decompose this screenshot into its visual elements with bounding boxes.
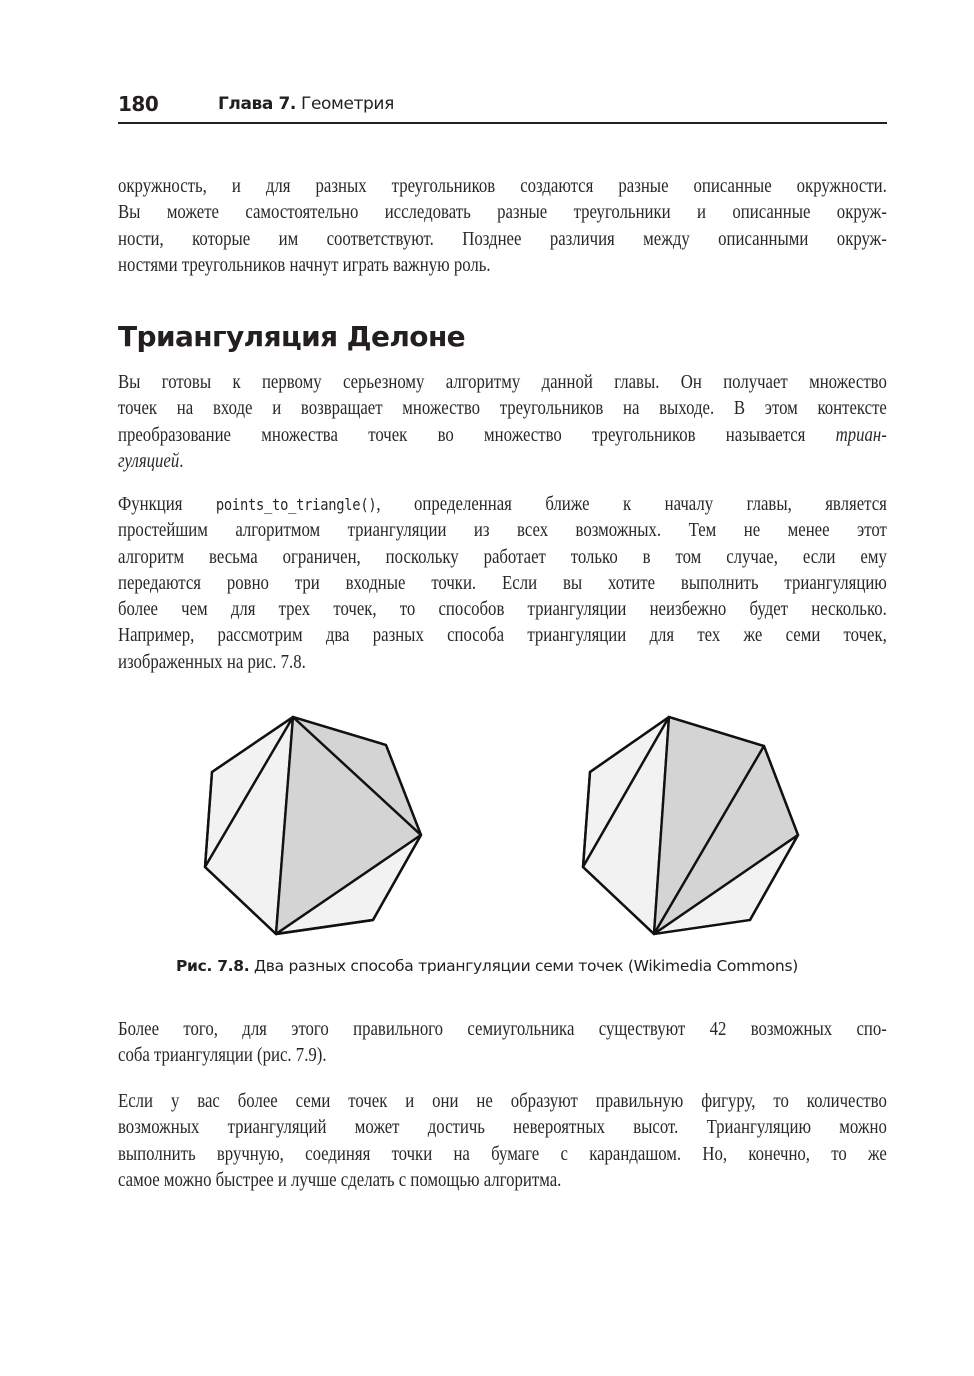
triangulation-right [583,717,798,934]
paragraph-intro [118,174,887,279]
text-line: простейшим алгоритмом триангуляции из всех возможных. Тем не менее этот [118,520,887,542]
text-span: преобразование множества точек во множество треугольников называется [118,424,836,446]
chapter-label: Глава 7. [218,94,296,114]
figure-caption [0,957,974,975]
running-head [118,92,887,124]
text-line [118,492,887,518]
text-span: Функция [118,494,216,515]
text-line: выполнить вручную, соединяя точки на бумаге с карандашом. Но, конечно, то же [118,1143,887,1165]
text-line: самое можно быстрее и лучше сделать с помощью алгоритма. [118,1169,562,1191]
text-line: возможных триангуляций может достичь невероятных высот. Триангуляцию можно [118,1117,887,1139]
text-line: соба триангуляции (рис. 7.9). [118,1045,327,1067]
text-line [118,423,887,449]
text-line [118,449,887,475]
figure-label: Рис. 7.8. [176,957,250,975]
text-line: ностями треугольников начнут играть важную роль. [118,254,491,276]
italic-term: триан- [835,424,887,446]
text-line: Более того, для этого правильного семиугольника существуют 42 возможных спо- [118,1019,887,1040]
text-line: точек на входе и возвращает множество треугольников на выходе. В этом контексте [118,398,887,420]
page-number: 180 [118,92,159,116]
paragraph-2 [118,492,887,676]
text-line: Например, рассмотрим два разных способа триангуляции для тех же семи точек, [118,625,887,647]
paragraph-1 [118,370,887,475]
chapter-name: Геометрия [301,94,394,114]
text-line: окружность, и для разных треугольников создаются разные описанные окружности. [118,176,887,197]
text-line: более чем для трех точек, то способов триангуляции неизбежно будет несколько. [118,599,887,621]
paragraph-3 [118,1017,887,1070]
section-heading: Триангуляция Делоне [118,320,466,353]
caption-text: Два разных способа триангуляции семи точек (Wikimedia Commons) [249,957,798,975]
paragraph-4 [118,1089,887,1194]
text-line: передаются ровно три входные точки. Если вы хотите выполнить триангуляцию [118,572,887,594]
italic-term: гуляцией [118,450,180,472]
inline-code: points_to_triangle() [215,495,377,514]
text-line: ности, которые им соответствуют. Позднее различия между описанными окруж- [118,228,887,250]
triangulation-left [205,717,421,934]
text-line: Если у вас более семи точек и они не образуют правильную фигуру, то количество [118,1091,887,1112]
text-line: алгоритм весьма ограничен, поскольку работает только в том случае, если ему [118,546,887,568]
text-line: изображенных на рис. 7.8. [118,651,306,673]
text-line: Вы готовы к первому серьезному алгоритму данной главы. Он получает множество [118,372,887,393]
text-span: . [179,450,184,472]
figure-7-8 [190,700,830,950]
chapter-title [218,94,394,114]
text-line: Вы можете самостоятельно исследовать разные треугольники и описанные окруж- [118,202,887,224]
text-span: , определенная ближе к началу главы, является [376,494,887,515]
